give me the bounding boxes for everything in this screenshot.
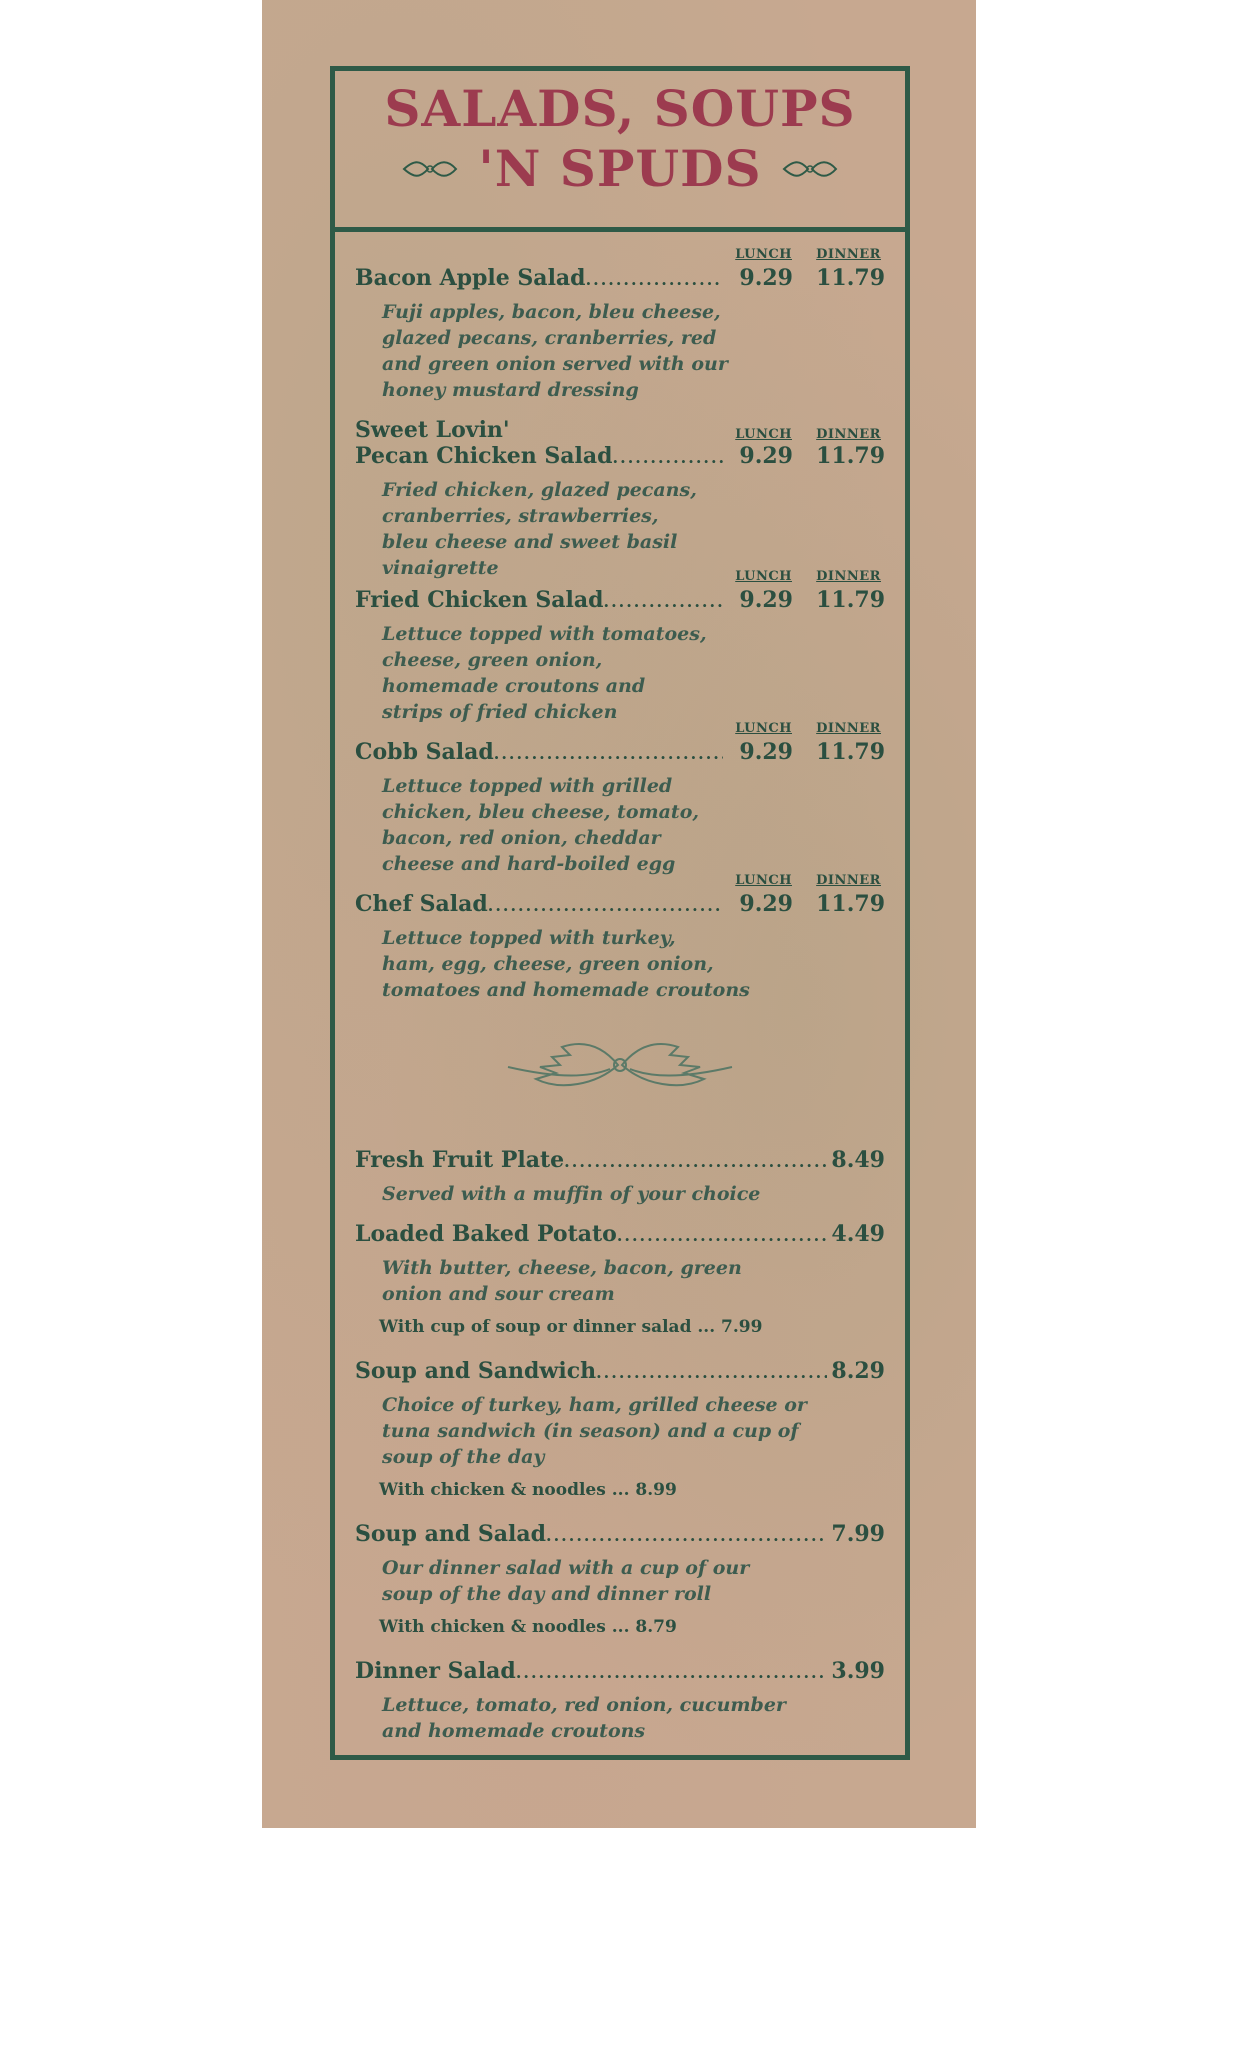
item-description: Choice of turkey, ham, grilled cheese or tuna sandwich (in season) and a cup of soup of the day (382, 1394, 807, 1468)
item-description: Fuji apples, bacon, bleu cheese, glazed pecans, cranberries, red and green onion served with our honey mustard dressing (382, 301, 728, 401)
menu-header (335, 71, 905, 232)
lunch-column-label: LUNCH (735, 427, 792, 442)
menu-item (355, 721, 885, 873)
lunch-price: 9.29 (739, 891, 793, 917)
dinner-price: 11.79 (816, 739, 885, 765)
holly-ornament-icon (500, 1033, 740, 1097)
menu-item (355, 569, 885, 721)
item-description: Our dinner salad with a cup of our soup of the day and dinner roll (382, 1557, 750, 1605)
dinner-column-label: DINNER (816, 873, 881, 888)
lunch-column-label: LUNCH (735, 873, 792, 888)
dinner-column-label: DINNER (816, 427, 881, 442)
item-name: Pecan Chicken Salad (355, 443, 613, 469)
item-description: With butter, cheese, bacon, green onion and sour cream (382, 1257, 742, 1305)
dinner-price: 11.79 (816, 587, 885, 613)
item-addon: With chicken & noodles ... 8.99 (379, 1480, 677, 1500)
item-name: Dinner Salad (355, 1658, 516, 1684)
item-name: Fried Chicken Salad (355, 587, 604, 613)
item-addon: With chicken & noodles ... 8.79 (379, 1617, 677, 1637)
dinner-column-label: DINNER (816, 247, 881, 262)
menu-page (262, 0, 976, 1828)
lunch-column-label: LUNCH (735, 721, 792, 736)
dinner-price: 11.79 (816, 443, 885, 469)
item-description: Lettuce topped with tomatoes, cheese, green onion, homemade croutons and strips of fried chicken (382, 623, 707, 723)
item-description: Lettuce, tomato, red onion, cucumber and homemade croutons (382, 1694, 786, 1742)
leader-dots (613, 445, 723, 471)
leader-dots (494, 741, 723, 767)
item-name: Bacon Apple Salad (355, 265, 586, 291)
lunch-price: 9.29 (739, 587, 793, 613)
dinner-column-label: DINNER (816, 721, 881, 736)
holly-sprig-icon (400, 156, 460, 182)
menu-title-line2: 'N SPUDS (478, 139, 762, 198)
lunch-price: 9.29 (739, 739, 793, 765)
leader-dots (488, 893, 723, 919)
menu-item (355, 1521, 885, 1658)
leader-dots (586, 267, 723, 293)
item-description: Fried chicken, glazed pecans, cranberries, strawberries, bleu cheese and sweet basil vinaigrette (382, 479, 697, 579)
leader-dots (617, 1223, 828, 1249)
lunch-column-label: LUNCH (735, 569, 792, 584)
leader-dots (546, 1523, 827, 1549)
item-price: 8.49 (831, 1147, 885, 1173)
menu-item (355, 873, 885, 1003)
item-name: Cobb Salad (355, 739, 494, 765)
item-name: Soup and Salad (355, 1521, 547, 1547)
menu-title-line1: SALADS, SOUPS (384, 79, 856, 138)
leader-dots (596, 1360, 827, 1386)
item-description: Lettuce topped with turkey, ham, egg, cheese, green onion, tomatoes and homemade croutons (382, 927, 750, 1001)
menu-items (355, 247, 885, 1744)
leader-dots (604, 589, 723, 615)
menu-item (355, 1221, 885, 1358)
item-price: 8.29 (831, 1358, 885, 1384)
holly-sprig-icon (780, 156, 840, 182)
menu-frame (330, 66, 910, 1760)
item-description: Lettuce topped with grilled chicken, bleu cheese, tomato, bacon, red onion, cheddar cheese and hard-boiled egg (382, 775, 699, 875)
dinner-price: 11.79 (816, 265, 885, 291)
menu-item (355, 1658, 885, 1744)
leader-dots (564, 1149, 827, 1175)
item-price: 4.49 (831, 1221, 885, 1247)
menu-item (355, 247, 885, 417)
menu-item (355, 417, 885, 579)
item-price: 7.99 (831, 1521, 885, 1547)
menu-item (355, 1147, 885, 1221)
item-name: Fresh Fruit Plate (355, 1147, 565, 1173)
item-name-prefix: Sweet Lovin' (355, 417, 510, 443)
item-description: Served with a muffin of your choice (382, 1183, 761, 1205)
lunch-price: 9.29 (739, 443, 793, 469)
lunch-price: 9.29 (739, 265, 793, 291)
item-name: Soup and Sandwich (355, 1358, 597, 1384)
item-name: Loaded Baked Potato (355, 1221, 617, 1247)
lunch-column-label: LUNCH (735, 247, 792, 262)
menu-item (355, 1358, 885, 1521)
leader-dots (516, 1660, 828, 1686)
item-name: Chef Salad (355, 891, 488, 917)
dinner-price: 11.79 (816, 891, 885, 917)
item-addon: With cup of soup or dinner salad ... 7.99 (379, 1317, 763, 1337)
item-price: 3.99 (831, 1658, 885, 1684)
dinner-column-label: DINNER (816, 569, 881, 584)
